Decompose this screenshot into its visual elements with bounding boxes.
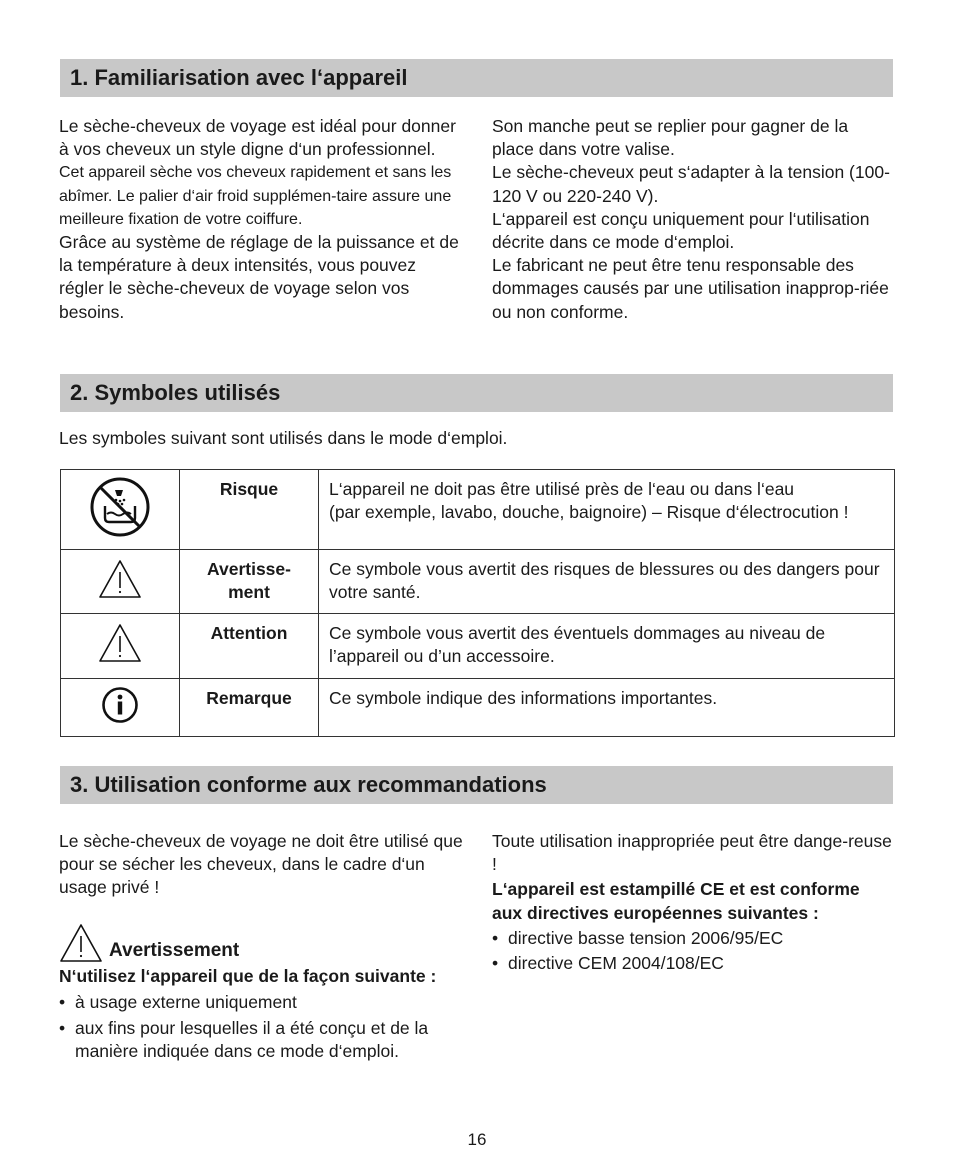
section-3-heading: 3. Utilisation conforme aux recommandations: [60, 766, 893, 804]
paragraph: Cet appareil sèche vos cheveux rapidement et sans les abîmer. Le palier d‘air froid supplémen-taire assure une meilleure fixation de votre coiffure.: [59, 164, 452, 228]
table-cell-label: Risque: [180, 470, 319, 550]
label-line: Avertisse-: [207, 559, 291, 579]
warning-triangle-icon: [98, 623, 142, 663]
paragraph-bold: L‘appareil est estampillé CE et est conforme aux directives européennes suivantes :: [492, 879, 860, 923]
paragraph: Grâce au système de réglage de la puissance et de la température à deux intensités, vous pouvez régler le sèche-cheveux de voyage selon vos besoins.: [59, 232, 459, 322]
list-item: • directive basse tension 2006/95/EC: [492, 927, 894, 950]
table-cell-icon: [61, 470, 180, 550]
table-cell-label: Attention: [180, 614, 319, 679]
symbols-table: [60, 469, 895, 737]
list-item: • directive CEM 2004/108/EC: [492, 952, 894, 975]
table-cell-description: [319, 470, 895, 550]
table-cell-description: Ce symbole vous avertit des éventuels dommages au niveau de l’appareil ou d’un accessoire.: [319, 614, 895, 679]
table-cell-description: Ce symbole vous avertit des risques de blessures ou des dangers pour votre santé.: [319, 550, 895, 614]
table-cell-description: Ce symbole indique des informations importantes.: [319, 679, 895, 737]
table-cell-icon: [61, 550, 180, 614]
table-row: [61, 614, 895, 679]
section-1-left-column: [59, 115, 464, 324]
section-3-left-column: [59, 830, 464, 1063]
table-cell-label: Remarque: [180, 679, 319, 737]
paragraph: Le sèche-cheveux de voyage ne doit être utilisé que pour se sécher les cheveux, dans le cadre d‘un usage privé !: [59, 831, 463, 898]
page-number: 16: [467, 1130, 487, 1149]
list-item: • à usage externe uniquement: [59, 991, 464, 1014]
paragraph: Le fabricant ne peut être tenu responsable des dommages causés par une utilisation inapprop-riée ou non conforme.: [492, 255, 889, 322]
section-2-heading: 2. Symboles utilisés: [60, 374, 893, 412]
warning-triangle-icon: [59, 923, 103, 963]
list-item: • aux fins pour lesquelles il a été conçu et de la manière indiquée dans ce mode d‘emploi.: [59, 1017, 464, 1063]
paragraph: L‘appareil est conçu uniquement pour l‘utilisation décrite dans ce mode d‘emploi.: [492, 208, 870, 253]
table-cell-icon: [61, 679, 180, 737]
table-cell-label: [180, 550, 319, 614]
table-row: [61, 470, 895, 550]
label-line: ment: [228, 582, 270, 602]
bullet-list: [59, 991, 464, 1064]
paragraph: Son manche peut se replier pour gagner de la place dans votre valise.: [492, 116, 849, 160]
warning-triangle-icon: [98, 559, 142, 599]
symbols-intro: Les symboles suivant sont utilisés dans le mode d‘emploi.: [59, 428, 508, 448]
no-water-icon: [89, 476, 151, 538]
section-3-right-column: [492, 830, 894, 975]
table-row: [61, 550, 895, 614]
bullet-list: [492, 927, 894, 975]
description-line: L‘appareil ne doit pas être utilisé près de l‘eau ou dans l‘eau: [329, 479, 795, 499]
paragraph: Toute utilisation inappropriée peut être dange-reuse !: [492, 831, 892, 875]
warning-heading: [59, 923, 464, 963]
section-1-heading: 1. Familiarisation avec l‘appareil: [60, 59, 893, 97]
table-row: [61, 679, 895, 737]
warning-subtitle: N‘utilisez l‘appareil que de la façon suivante :: [59, 965, 437, 986]
info-icon: [101, 686, 139, 724]
section-1-right-column: [492, 115, 894, 324]
paragraph: Le sèche-cheveux de voyage est idéal pour donner à vos cheveux un style digne d‘un professionnel.: [59, 116, 456, 160]
warning-title: Avertissement: [109, 939, 240, 961]
paragraph: Le sèche-cheveux peut s‘adapter à la tension (100-120 V ou 220-240 V).: [492, 162, 890, 206]
description-line: (par exemple, lavabo, douche, baignoire) – Risque d‘électrocution !: [329, 502, 849, 522]
table-cell-icon: [61, 614, 180, 679]
